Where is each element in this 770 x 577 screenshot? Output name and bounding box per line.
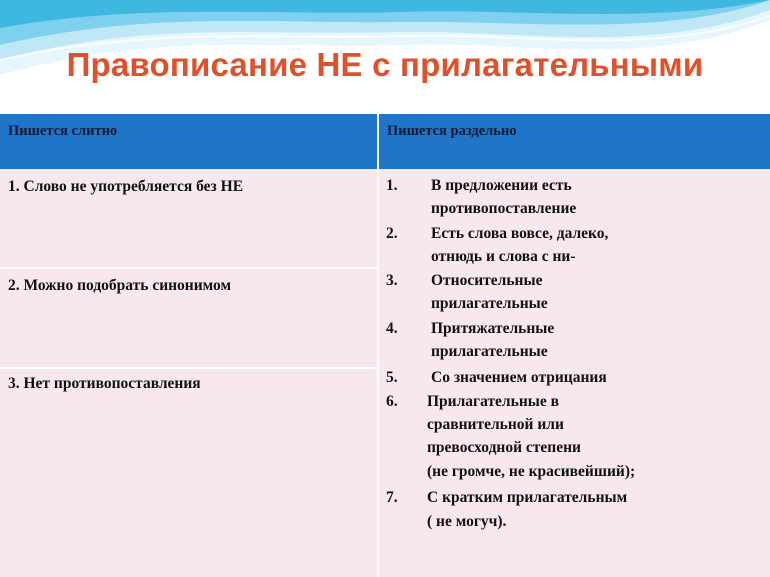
separate-rule-5-num: 5.	[386, 369, 398, 386]
separate-rule-6-line-4: (не громче, не красивейший);	[427, 463, 636, 480]
separate-rule-6-num: 6.	[386, 393, 398, 410]
together-rule-2-text: 2. Можно подобрать синонимом	[8, 277, 232, 294]
separate-rule-3-num: 3.	[386, 272, 398, 289]
separate-rule-6-line-1: Прилагательные в	[427, 393, 559, 410]
separate-rule-4-line-1: Притяжательные	[431, 320, 555, 337]
separate-rule-2-line-1: Есть слова вовсе, далеко,	[431, 225, 609, 242]
page-title: Правописание НЕ с прилагательными	[66, 46, 704, 83]
separate-rule-7-line-2: ( не могуч).	[427, 513, 507, 530]
separate-rule-2-num: 2.	[386, 225, 398, 242]
separate-rule-7-line-1: С кратким прилагательным	[427, 489, 628, 506]
separate-rule-3-line-2: прилагательные	[431, 295, 548, 312]
together-rule-2	[0, 269, 377, 367]
separate-rule-4-line-2: прилагательные	[431, 343, 548, 360]
separate-rule-2-line-2: отнюдь и слова с ни-	[431, 248, 576, 265]
separate-rule-4-num: 4.	[386, 320, 398, 337]
header-separate-label: Пишется раздельно	[387, 123, 517, 139]
separate-rule-5-line-1: Со значением отрицания	[431, 369, 607, 386]
separate-rule-1-line-1: В предложении есть	[431, 177, 572, 194]
separate-rule-1-line-2: противопоставление	[431, 200, 577, 217]
together-column	[0, 169, 379, 577]
separate-column	[379, 169, 770, 577]
together-rule-3	[0, 369, 377, 577]
separate-rule-6-line-3: превосходной степени	[427, 439, 581, 456]
header-together	[0, 114, 379, 169]
header-together-label: Пишется слитно	[8, 123, 118, 139]
together-rule-3-text: 3. Нет противопоставления	[8, 375, 201, 392]
together-rule-1-text: 1. Слово не употребляется без НЕ	[8, 178, 244, 195]
separate-rule-6-line-2: сравнительной или	[427, 416, 564, 433]
separate-rule-3-line-1: Относительные	[431, 272, 543, 289]
header-separate	[379, 114, 770, 169]
rules-table	[0, 114, 770, 577]
together-rule-1	[0, 169, 377, 267]
separate-rule-7-num: 7.	[386, 489, 398, 506]
separate-rule-1-num: 1.	[386, 177, 398, 194]
